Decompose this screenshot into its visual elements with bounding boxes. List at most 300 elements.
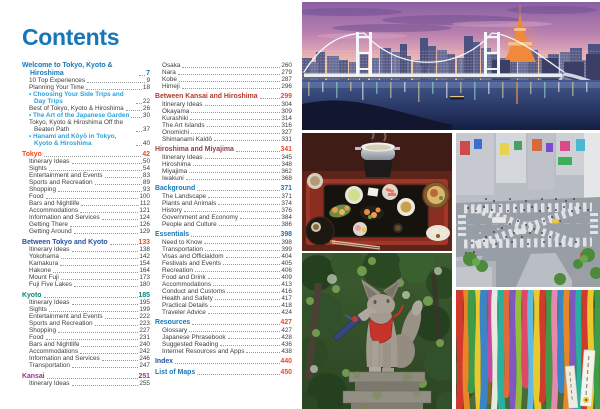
toc-item (22, 274, 150, 281)
toc-page-number: 287 (281, 76, 292, 83)
toc-entry-label: Hakone (29, 267, 52, 275)
dot-leader (58, 191, 142, 192)
toc-page-number: 240 (139, 341, 150, 349)
toc-section (155, 369, 292, 377)
toc-entry-label: Traveler Advice (162, 308, 206, 316)
toc-item (22, 119, 150, 133)
toc-page-number: 100 (139, 193, 150, 201)
toc-page-number: 129 (139, 228, 150, 236)
toc-entry-label: Okayama (162, 107, 190, 115)
toc-entry-label: Information and Services (29, 355, 100, 363)
toc-entry-label: Background (155, 185, 196, 193)
toc-item (155, 239, 292, 246)
toc-page-number: 37 (142, 126, 150, 134)
dot-leader (246, 352, 280, 353)
toc-item (22, 281, 150, 288)
toc-entry-label: Practical Details (162, 301, 208, 309)
toc-page-number: 222 (139, 313, 150, 321)
toc-page-number: 89 (142, 179, 150, 187)
toc-page-number: 54 (142, 165, 150, 173)
toc-page-number: 223 (139, 320, 150, 328)
toc-entry-label: Entertainment and Events (29, 172, 103, 180)
toc-item (22, 348, 150, 355)
dot-leader (210, 306, 281, 307)
toc-entry-label: Food (29, 334, 44, 342)
dot-leader (208, 313, 281, 314)
toc-entry-label: The Landscape (162, 192, 207, 200)
toc-item (155, 214, 292, 221)
dot-leader (205, 105, 281, 106)
toc-page-number: 398 (281, 238, 292, 246)
dot-leader (195, 271, 280, 272)
dot-leader (190, 119, 280, 120)
toc-entry-label: Festivals and Events (162, 259, 221, 267)
dot-leader (136, 145, 142, 146)
toc-page-number: 341 (280, 146, 292, 154)
toc-section-header (155, 231, 292, 239)
dot-leader (197, 190, 279, 191)
toc-page-number: 40 (142, 140, 150, 148)
dot-leader (87, 82, 145, 83)
dot-leader (110, 244, 138, 245)
toc-entry-label: Government and Economy (162, 213, 239, 221)
toc-entry-label: Transportation (162, 245, 203, 253)
toc-page-number: 227 (139, 327, 150, 335)
dot-leader (105, 318, 139, 319)
toc-page-number: 121 (139, 207, 150, 215)
toc-page-number: 126 (139, 221, 150, 229)
dot-leader (80, 212, 138, 213)
toc-item (155, 260, 292, 267)
toc-entry-label: Fuji Five Lakes (29, 281, 72, 289)
dot-leader (208, 278, 281, 279)
toc-page-number: 440 (280, 358, 292, 366)
toc-entry-label: Need to Know (162, 238, 203, 246)
toc-item (155, 69, 292, 76)
toc-item (155, 193, 292, 200)
photo-paper-cranes (456, 290, 600, 409)
toc-section-header (22, 373, 150, 381)
dot-leader (60, 265, 138, 266)
dot-leader (44, 156, 142, 157)
toc-page-number: 314 (281, 114, 292, 122)
dot-leader (220, 345, 280, 346)
dot-leader (223, 264, 280, 265)
toc-page-number: 416 (281, 287, 292, 295)
photo-fox-statue (302, 253, 452, 409)
toc-item (22, 112, 150, 119)
toc-page-number: 413 (281, 280, 292, 288)
toc-item (22, 221, 150, 228)
toc-item (155, 161, 292, 168)
toc-entry-label: Information and Services (29, 214, 100, 222)
toc-section-header (22, 239, 150, 247)
toc-page-number: 374 (281, 199, 292, 207)
toc-item (22, 362, 150, 369)
toc-column-left (22, 62, 150, 387)
dot-leader (226, 257, 281, 258)
toc-item (22, 355, 150, 362)
toc-entry-label: Onomichi (162, 128, 189, 136)
dot-leader (189, 172, 280, 173)
toc-item (22, 158, 150, 165)
toc-item (22, 327, 150, 334)
toc-entry-label: Nara (162, 69, 176, 76)
toc-entry-label: Tokyo (22, 150, 42, 158)
toc-entry-label: The Art Islands (162, 121, 205, 129)
dot-leader (208, 197, 280, 198)
toc-page-number: 138 (139, 246, 150, 254)
toc-section (155, 185, 292, 228)
dot-leader (53, 272, 138, 273)
toc-item (22, 91, 150, 105)
dot-leader (136, 131, 142, 132)
dot-leader (136, 103, 142, 104)
toc-page-number: 436 (281, 340, 292, 348)
toc-entry-label: Recreation (162, 266, 193, 274)
toc-entry-label: Itinerary Ideas (29, 158, 70, 166)
toc-entry-label: Hiroshima (162, 160, 191, 168)
toc-item (155, 246, 292, 253)
toc-page-number: 260 (281, 62, 292, 69)
toc-item (155, 295, 292, 302)
toc-item (155, 101, 292, 108)
toc-section-header (155, 93, 292, 101)
toc-section-header (155, 369, 292, 377)
toc-item (155, 168, 292, 175)
dot-leader (236, 151, 280, 152)
dot-leader (46, 198, 139, 199)
toc-page-number: 255 (139, 380, 150, 388)
toc-entry-label: Glossary (162, 326, 188, 334)
toc-entry-label: Planning Your Time (29, 84, 85, 92)
dot-leader (80, 353, 138, 354)
toc-entry-label: Itinerary Ideas (29, 299, 70, 307)
toc-page-number: 348 (281, 160, 292, 168)
toc-entry-label: Suggested Reading (162, 340, 219, 348)
toc-entry-label: Health and Safety (162, 294, 213, 302)
toc-item (155, 154, 292, 161)
toc-entry-label: Kansai (22, 372, 45, 380)
toc-entry-label: Index (155, 358, 173, 366)
toc-entry-label: Sights (29, 306, 47, 314)
toc-section (155, 93, 292, 143)
dot-leader (184, 211, 280, 212)
toc-entry-label: Accommodations (29, 348, 79, 356)
toc-page-number: 30 (142, 112, 150, 120)
dot-leader (218, 204, 280, 205)
dot-leader (228, 338, 281, 339)
toc-item (155, 302, 292, 309)
dot-leader (215, 299, 281, 300)
toc-section-header (155, 358, 292, 366)
toc-entry-label: • Choosing Your Side Trips and Day Trips (29, 91, 124, 106)
toc-entry-label: Itinerary Ideas (29, 246, 70, 254)
toc-item (22, 320, 150, 327)
toc-page-number: 299 (280, 93, 292, 101)
dot-leader (61, 279, 138, 280)
toc-entry-label: Itinerary Ideas (29, 380, 70, 388)
toc-entry-label: Transportation (29, 362, 70, 370)
toc-page-number: 164 (139, 267, 150, 275)
toc-page-number: 9 (146, 77, 150, 85)
toc-page-number: 199 (139, 306, 150, 314)
toc-item (22, 299, 150, 306)
toc-item (22, 260, 150, 267)
toc-page-number: 316 (281, 121, 292, 129)
dot-leader (81, 346, 138, 347)
toc-page-number: 124 (139, 214, 150, 222)
toc-item (155, 281, 292, 288)
toc-page-number: 386 (281, 220, 292, 228)
toc-entry-label: Himeji (162, 83, 180, 90)
toc-item (155, 334, 292, 341)
toc-item (155, 136, 292, 143)
toc-page-number: 279 (281, 69, 292, 76)
dot-leader (72, 304, 139, 305)
dot-leader (191, 112, 280, 113)
toc-item (155, 175, 292, 182)
toc-entry-label: Kobe (162, 76, 177, 83)
dot-leader (178, 74, 280, 75)
toc-page-number: 450 (280, 369, 292, 377)
toc-section (22, 151, 150, 236)
dot-leader (179, 81, 280, 82)
toc-item (22, 172, 150, 179)
toc-entry-label: Best of Tokyo, Kyoto & Hiroshima (29, 105, 124, 113)
toc-page-number: 376 (281, 206, 292, 214)
dot-leader (126, 110, 142, 111)
toc-entry-label: Getting There (29, 221, 68, 229)
toc-item (22, 267, 150, 274)
toc-item (22, 214, 150, 221)
toc-page-number: 195 (139, 299, 150, 307)
toc-item (155, 348, 292, 355)
toc-item (155, 122, 292, 129)
toc-entry-label: Visas and Officialdom (162, 252, 224, 260)
toc-page-number: 18 (142, 84, 150, 92)
toc-entry-label: • Hanami and Kōyō in Tokyo, Kyoto & Hiroshima (29, 133, 117, 148)
toc-item (155, 115, 292, 122)
dot-leader (70, 226, 138, 227)
toc-entry-label: Food (29, 193, 44, 201)
toc-page-number: 50 (142, 158, 150, 166)
toc-page-number: 424 (281, 308, 292, 316)
toc-item (22, 334, 150, 341)
toc-section (155, 231, 292, 316)
dot-leader (47, 378, 138, 379)
toc-page-number: 331 (281, 135, 292, 143)
toc-item (155, 274, 292, 281)
dot-leader (205, 250, 280, 251)
toc-item (22, 253, 150, 260)
toc-section (155, 358, 292, 366)
dot-leader (207, 126, 281, 127)
toc-item (22, 186, 150, 193)
toc-item (155, 62, 292, 69)
toc-page-number: 142 (139, 253, 150, 261)
dot-leader (58, 332, 138, 333)
dot-leader (260, 98, 280, 99)
toc-entry-label: Kamakura (29, 260, 59, 268)
toc-section-header (155, 146, 292, 154)
toc-item (155, 200, 292, 207)
toc-entry-label: Shopping (29, 327, 57, 335)
toc-page-number: 384 (281, 213, 292, 221)
toc-section (155, 146, 292, 182)
toc-item (22, 77, 150, 84)
toc-page-number: 438 (281, 347, 292, 355)
toc-page-number: 93 (142, 186, 150, 194)
toc-entry-label: Sports and Recreation (29, 179, 93, 187)
dot-leader (191, 133, 280, 134)
toc-page-number: 180 (139, 281, 150, 289)
dot-leader (219, 225, 281, 226)
toc-page-number: 26 (142, 105, 150, 113)
dot-leader (49, 170, 142, 171)
dot-leader (139, 75, 145, 76)
toc-section (22, 239, 150, 289)
toc-entry-label: Itinerary Ideas (162, 100, 203, 108)
toc-entry-label: Accommodations (162, 280, 212, 288)
toc-page-number: 371 (281, 192, 292, 200)
toc-entry-label: Japanese Phrasebook (162, 333, 226, 341)
dot-leader (205, 158, 281, 159)
photo-shibuya-crossing (456, 133, 600, 287)
toc-page-number: 133 (138, 238, 150, 246)
toc-entry-label: Bars and Nightlife (29, 200, 80, 208)
toc-entry-label: Resources (155, 319, 191, 327)
dot-leader (74, 233, 139, 234)
toc-entry-label: List of Maps (155, 369, 196, 377)
toc-page-number: 83 (142, 172, 150, 180)
toc-section-header (22, 151, 150, 159)
toc-page-number: 345 (281, 153, 292, 161)
toc-page-number: 399 (281, 245, 292, 253)
toc-entry-label: Getting Around (29, 228, 72, 236)
toc-page-number: 309 (281, 107, 292, 115)
toc-entry-label: People and Culture (162, 220, 217, 228)
toc-entry-label: Essentials (155, 231, 190, 239)
toc-page-number: 371 (280, 185, 292, 193)
toc-page-number: 398 (280, 231, 292, 239)
dot-leader (46, 339, 139, 340)
dot-leader (95, 325, 139, 326)
toc-page-number: 173 (139, 274, 150, 282)
toc-entry-label: Bars and Nightlife (29, 341, 80, 349)
toc-page-number: 327 (281, 128, 292, 136)
dot-leader (74, 286, 138, 287)
toc-entry-label: Itinerary Ideas (162, 153, 203, 161)
toc-entry-label: Between Tokyo and Kyoto (22, 238, 108, 246)
toc-page-number: 42 (142, 150, 150, 158)
toc-entry-label: Food and Drink (162, 273, 206, 281)
toc-entry-label: Kurashiki (162, 114, 189, 122)
toc-section (155, 62, 292, 90)
toc-item (22, 228, 150, 235)
toc-entry-label: Entertainment and Events (29, 313, 103, 321)
toc-item (22, 306, 150, 313)
dot-leader (227, 292, 280, 293)
toc-item (155, 309, 292, 316)
toc-page-number: 22 (142, 98, 150, 106)
dot-leader (131, 117, 142, 118)
toc-page-number: 418 (281, 301, 292, 309)
toc-item (155, 76, 292, 83)
dot-leader (182, 88, 281, 89)
toc-entry-label: Shopping (29, 186, 57, 194)
toc-item (155, 327, 292, 334)
dot-leader (193, 165, 281, 166)
toc-entry-label: Plants and Animals (162, 199, 217, 207)
toc-page-number: 251 (138, 372, 150, 380)
dot-leader (72, 367, 138, 368)
toc-item (155, 221, 292, 228)
dot-leader (81, 205, 138, 206)
toc-entry-label: 10 Top Experiences (29, 77, 86, 85)
toc-entry-label: Osaka (162, 62, 181, 69)
page-title: Contents (22, 24, 120, 50)
toc-entry-label: Hiroshima and Miyajima (155, 146, 234, 154)
toc-page-number: 7 (146, 69, 150, 77)
toc-entry-label: Between Kansai and Hiroshima (155, 93, 258, 101)
toc-page-number: 154 (139, 260, 150, 268)
toc-item (22, 193, 150, 200)
toc-page-number: 427 (280, 319, 292, 327)
toc-item (22, 380, 150, 387)
toc-item (155, 129, 292, 136)
toc-entry-label: Iwakuni (162, 174, 184, 182)
toc-entry-label: Miyajima (162, 167, 188, 175)
toc-item (155, 108, 292, 115)
dot-leader (61, 258, 138, 259)
toc-entry-label: Accommodations (29, 207, 79, 215)
toc-page-number: 296 (281, 83, 292, 90)
toc-item (22, 84, 150, 91)
dot-leader (192, 324, 279, 325)
toc-item (155, 83, 292, 90)
toc-item (22, 246, 150, 253)
toc-page-number: 428 (281, 333, 292, 341)
toc-entry-label: Yokohama (29, 253, 59, 261)
photo-collage (300, 0, 600, 409)
photo-tokyo-skyline-rainbow-bridge (302, 2, 600, 130)
toc-item (22, 341, 150, 348)
toc-page-number: 246 (139, 355, 150, 363)
toc-column-right (155, 62, 292, 377)
toc-entry-label: • The Art of the Japanese Garden (29, 112, 130, 120)
dot-leader (72, 385, 139, 386)
dot-leader (182, 67, 280, 68)
toc-page-number: 409 (281, 273, 292, 281)
toc-page-number: 231 (139, 334, 150, 342)
toc-page-number: 112 (139, 200, 150, 208)
toc-section (22, 292, 150, 370)
toc-page-number: 242 (139, 348, 150, 356)
dot-leader (105, 177, 142, 178)
toc-item (155, 267, 292, 274)
dot-leader (240, 218, 280, 219)
dot-leader (191, 236, 279, 237)
toc-section-header (22, 62, 150, 77)
dot-leader (214, 140, 280, 141)
toc-page-number: 185 (138, 291, 150, 299)
dot-leader (213, 285, 280, 286)
toc-entry-label: Sports and Recreation (29, 320, 93, 328)
toc-item (155, 207, 292, 214)
toc-page-number: 406 (281, 266, 292, 274)
toc-page-number: 304 (281, 100, 292, 108)
